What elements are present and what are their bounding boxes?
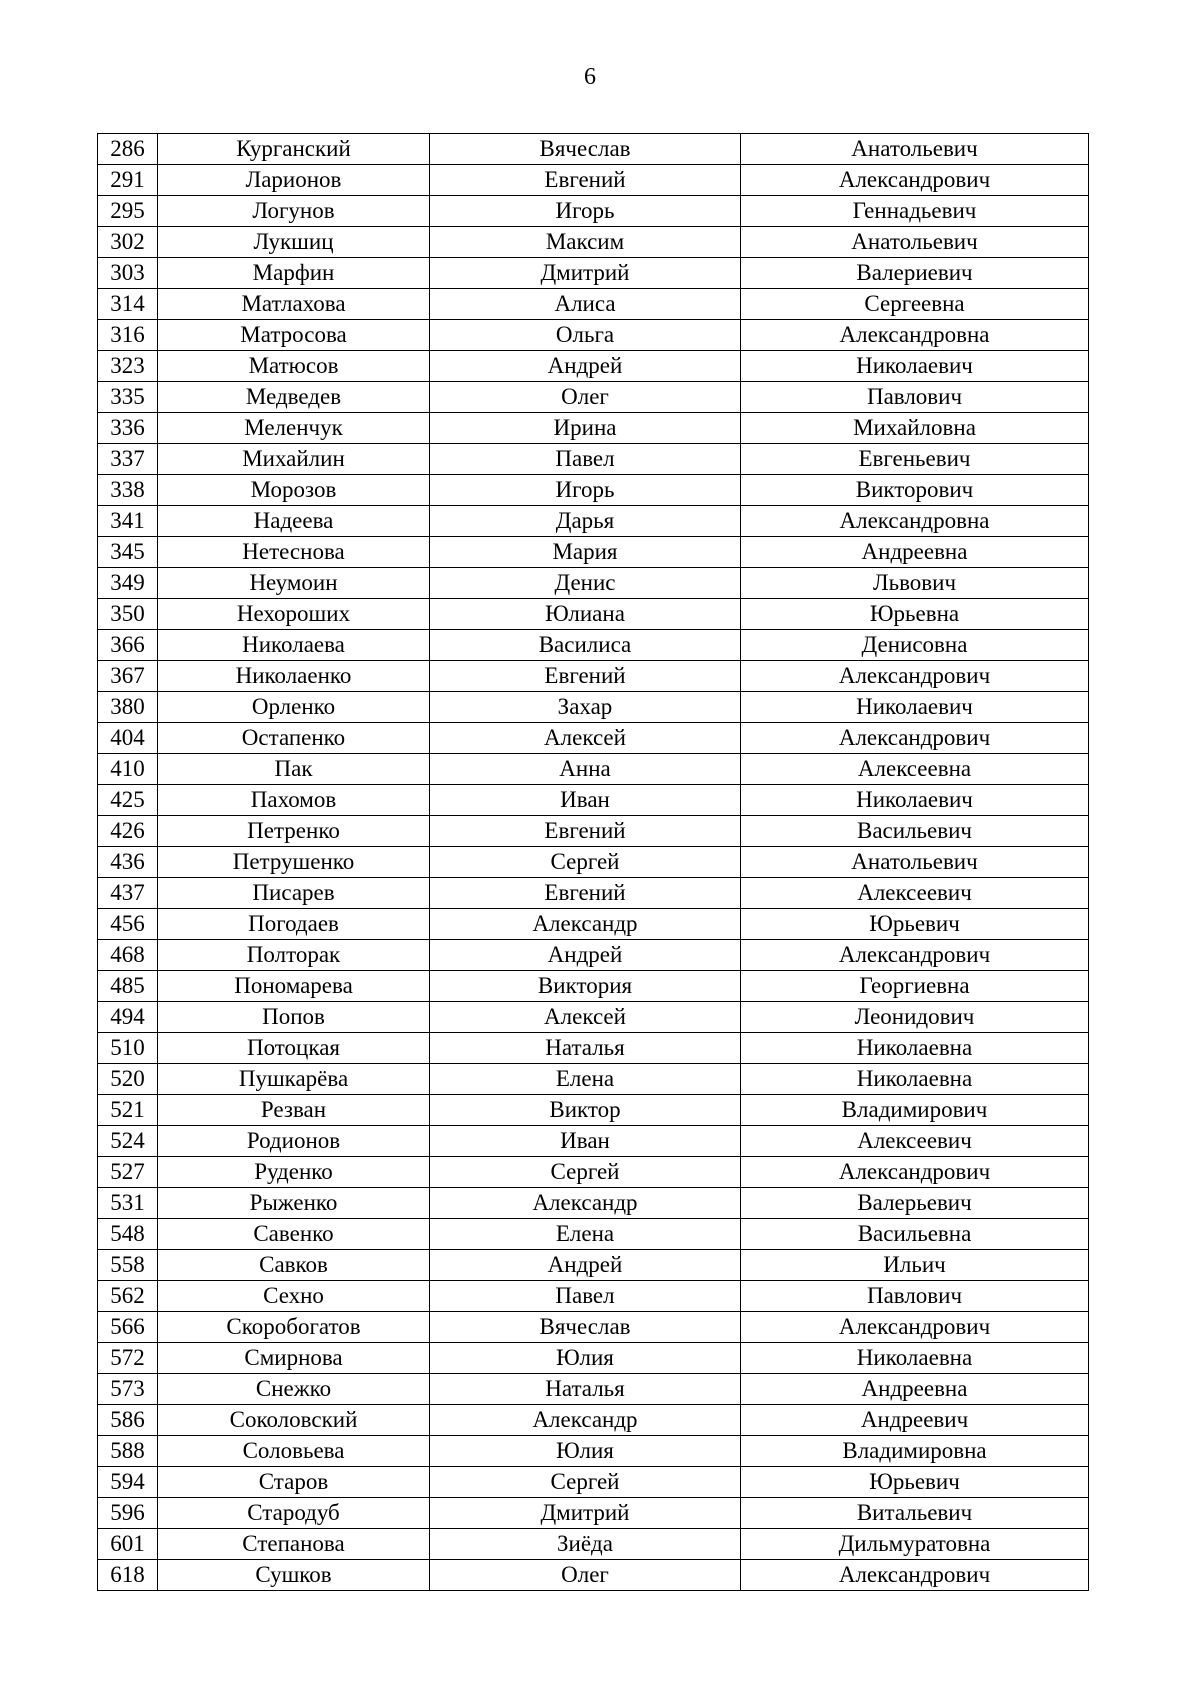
table-row	[98, 1033, 1089, 1064]
patronymic-cell: Павлович	[741, 382, 1089, 413]
row-number-cell: 468	[98, 940, 158, 971]
row-number-cell: 510	[98, 1033, 158, 1064]
patronymic-cell: Сергеевна	[741, 289, 1089, 320]
table-row	[98, 754, 1089, 785]
patronymic-cell: Николаевна	[741, 1343, 1089, 1374]
patronymic-cell: Владимировна	[741, 1436, 1089, 1467]
first-name-cell: Иван	[430, 1126, 741, 1157]
table-row	[98, 413, 1089, 444]
first-name-cell: Денис	[430, 568, 741, 599]
patronymic-cell: Анатольевич	[741, 227, 1089, 258]
patronymic-cell: Александрович	[741, 940, 1089, 971]
last-name-cell: Погодаев	[158, 909, 430, 940]
patronymic-cell: Александрович	[741, 1312, 1089, 1343]
row-number-cell: 323	[98, 351, 158, 382]
table-row	[98, 351, 1089, 382]
patronymic-cell: Денисовна	[741, 630, 1089, 661]
patronymic-cell: Леонидович	[741, 1002, 1089, 1033]
row-number-cell: 337	[98, 444, 158, 475]
patronymic-cell: Андреевич	[741, 1405, 1089, 1436]
first-name-cell: Алексей	[430, 723, 741, 754]
last-name-cell: Ларионов	[158, 165, 430, 196]
row-number-cell: 588	[98, 1436, 158, 1467]
last-name-cell: Матюсов	[158, 351, 430, 382]
table-row	[98, 1560, 1089, 1591]
row-number-cell: 437	[98, 878, 158, 909]
first-name-cell: Андрей	[430, 940, 741, 971]
last-name-cell: Резван	[158, 1095, 430, 1126]
table-row	[98, 1529, 1089, 1560]
row-number-cell: 527	[98, 1157, 158, 1188]
table-row	[98, 165, 1089, 196]
last-name-cell: Попов	[158, 1002, 430, 1033]
last-name-cell: Матросова	[158, 320, 430, 351]
first-name-cell: Мария	[430, 537, 741, 568]
last-name-cell: Петрушенко	[158, 847, 430, 878]
table-row	[98, 878, 1089, 909]
table-row	[98, 1436, 1089, 1467]
first-name-cell: Юлия	[430, 1343, 741, 1374]
patronymic-cell: Андреевна	[741, 537, 1089, 568]
row-number-cell: 596	[98, 1498, 158, 1529]
last-name-cell: Матлахова	[158, 289, 430, 320]
names-table	[97, 133, 1089, 1591]
row-number-cell: 566	[98, 1312, 158, 1343]
last-name-cell: Пак	[158, 754, 430, 785]
first-name-cell: Александр	[430, 909, 741, 940]
patronymic-cell: Алексеевна	[741, 754, 1089, 785]
patronymic-cell: Львович	[741, 568, 1089, 599]
table-row	[98, 692, 1089, 723]
patronymic-cell: Александрович	[741, 1157, 1089, 1188]
last-name-cell: Сехно	[158, 1281, 430, 1312]
row-number-cell: 302	[98, 227, 158, 258]
patronymic-cell: Васильевна	[741, 1219, 1089, 1250]
row-number-cell: 548	[98, 1219, 158, 1250]
row-number-cell: 425	[98, 785, 158, 816]
row-number-cell: 524	[98, 1126, 158, 1157]
table-row	[98, 1405, 1089, 1436]
row-number-cell: 286	[98, 134, 158, 165]
table-row	[98, 847, 1089, 878]
last-name-cell: Соколовский	[158, 1405, 430, 1436]
last-name-cell: Полторак	[158, 940, 430, 971]
patronymic-cell: Анатольевич	[741, 134, 1089, 165]
last-name-cell: Руденко	[158, 1157, 430, 1188]
first-name-cell: Максим	[430, 227, 741, 258]
first-name-cell: Иван	[430, 785, 741, 816]
first-name-cell: Дмитрий	[430, 1498, 741, 1529]
last-name-cell: Михайлин	[158, 444, 430, 475]
last-name-cell: Пахомов	[158, 785, 430, 816]
row-number-cell: 336	[98, 413, 158, 444]
patronymic-cell: Георгиевна	[741, 971, 1089, 1002]
row-number-cell: 316	[98, 320, 158, 351]
last-name-cell: Надеева	[158, 506, 430, 537]
first-name-cell: Александр	[430, 1405, 741, 1436]
row-number-cell: 404	[98, 723, 158, 754]
first-name-cell: Олег	[430, 382, 741, 413]
table-row	[98, 816, 1089, 847]
first-name-cell: Василиса	[430, 630, 741, 661]
table-row	[98, 134, 1089, 165]
patronymic-cell: Евгеньевич	[741, 444, 1089, 475]
first-name-cell: Елена	[430, 1064, 741, 1095]
page-number: 6	[584, 64, 596, 90]
table-row	[98, 1157, 1089, 1188]
first-name-cell: Анна	[430, 754, 741, 785]
table-row	[98, 599, 1089, 630]
patronymic-cell: Александрович	[741, 165, 1089, 196]
table-row	[98, 227, 1089, 258]
last-name-cell: Медведев	[158, 382, 430, 413]
last-name-cell: Старов	[158, 1467, 430, 1498]
row-number-cell: 601	[98, 1529, 158, 1560]
table-row	[98, 568, 1089, 599]
row-number-cell: 349	[98, 568, 158, 599]
row-number-cell: 303	[98, 258, 158, 289]
last-name-cell: Савенко	[158, 1219, 430, 1250]
row-number-cell: 291	[98, 165, 158, 196]
row-number-cell: 436	[98, 847, 158, 878]
row-number-cell: 558	[98, 1250, 158, 1281]
last-name-cell: Курганский	[158, 134, 430, 165]
patronymic-cell: Андреевна	[741, 1374, 1089, 1405]
first-name-cell: Ирина	[430, 413, 741, 444]
last-name-cell: Сушков	[158, 1560, 430, 1591]
row-number-cell: 426	[98, 816, 158, 847]
row-number-cell: 350	[98, 599, 158, 630]
row-number-cell: 380	[98, 692, 158, 723]
first-name-cell: Игорь	[430, 475, 741, 506]
patronymic-cell: Николаевич	[741, 785, 1089, 816]
patronymic-cell: Ильич	[741, 1250, 1089, 1281]
row-number-cell: 295	[98, 196, 158, 227]
last-name-cell: Смирнова	[158, 1343, 430, 1374]
row-number-cell: 521	[98, 1095, 158, 1126]
row-number-cell: 456	[98, 909, 158, 940]
first-name-cell: Елена	[430, 1219, 741, 1250]
last-name-cell: Пономарева	[158, 971, 430, 1002]
patronymic-cell: Геннадьевич	[741, 196, 1089, 227]
first-name-cell: Евгений	[430, 816, 741, 847]
table-row	[98, 1188, 1089, 1219]
table-row	[98, 1064, 1089, 1095]
row-number-cell: 618	[98, 1560, 158, 1591]
first-name-cell: Сергей	[430, 1467, 741, 1498]
last-name-cell: Степанова	[158, 1529, 430, 1560]
patronymic-cell: Валерьевич	[741, 1188, 1089, 1219]
table-row	[98, 196, 1089, 227]
last-name-cell: Нетеснова	[158, 537, 430, 568]
first-name-cell: Андрей	[430, 1250, 741, 1281]
last-name-cell: Марфин	[158, 258, 430, 289]
row-number-cell: 572	[98, 1343, 158, 1374]
patronymic-cell: Витальевич	[741, 1498, 1089, 1529]
first-name-cell: Захар	[430, 692, 741, 723]
last-name-cell: Неумоин	[158, 568, 430, 599]
patronymic-cell: Александрович	[741, 723, 1089, 754]
patronymic-cell: Александрович	[741, 1560, 1089, 1591]
patronymic-cell: Анатольевич	[741, 847, 1089, 878]
row-number-cell: 410	[98, 754, 158, 785]
table-row	[98, 1312, 1089, 1343]
first-name-cell: Евгений	[430, 661, 741, 692]
table-row	[98, 1095, 1089, 1126]
table-row	[98, 723, 1089, 754]
first-name-cell: Вячеслав	[430, 134, 741, 165]
last-name-cell: Николаенко	[158, 661, 430, 692]
patronymic-cell: Николаевич	[741, 692, 1089, 723]
row-number-cell: 594	[98, 1467, 158, 1498]
patronymic-cell: Николаевич	[741, 351, 1089, 382]
last-name-cell: Морозов	[158, 475, 430, 506]
patronymic-cell: Валериевич	[741, 258, 1089, 289]
table-row	[98, 1126, 1089, 1157]
first-name-cell: Юлиана	[430, 599, 741, 630]
patronymic-cell: Александрович	[741, 661, 1089, 692]
patronymic-cell: Васильевич	[741, 816, 1089, 847]
table-row	[98, 1343, 1089, 1374]
last-name-cell: Рыженко	[158, 1188, 430, 1219]
table-row	[98, 506, 1089, 537]
row-number-cell: 520	[98, 1064, 158, 1095]
table-row	[98, 1219, 1089, 1250]
first-name-cell: Виктор	[430, 1095, 741, 1126]
row-number-cell: 341	[98, 506, 158, 537]
row-number-cell: 314	[98, 289, 158, 320]
patronymic-cell: Юрьевич	[741, 909, 1089, 940]
first-name-cell: Ольга	[430, 320, 741, 351]
last-name-cell: Снежко	[158, 1374, 430, 1405]
patronymic-cell: Юрьевич	[741, 1467, 1089, 1498]
row-number-cell: 531	[98, 1188, 158, 1219]
first-name-cell: Павел	[430, 1281, 741, 1312]
row-number-cell: 345	[98, 537, 158, 568]
table-row	[98, 444, 1089, 475]
first-name-cell: Павел	[430, 444, 741, 475]
last-name-cell: Остапенко	[158, 723, 430, 754]
last-name-cell: Петренко	[158, 816, 430, 847]
row-number-cell: 338	[98, 475, 158, 506]
table-row	[98, 785, 1089, 816]
last-name-cell: Пушкарёва	[158, 1064, 430, 1095]
row-number-cell: 485	[98, 971, 158, 1002]
patronymic-cell: Викторович	[741, 475, 1089, 506]
last-name-cell: Меленчук	[158, 413, 430, 444]
patronymic-cell: Николаевна	[741, 1033, 1089, 1064]
last-name-cell: Потоцкая	[158, 1033, 430, 1064]
patronymic-cell: Александровна	[741, 506, 1089, 537]
table-row	[98, 1467, 1089, 1498]
patronymic-cell: Алексеевич	[741, 1126, 1089, 1157]
table-row	[98, 1498, 1089, 1529]
patronymic-cell: Юрьевна	[741, 599, 1089, 630]
last-name-cell: Логунов	[158, 196, 430, 227]
first-name-cell: Юлия	[430, 1436, 741, 1467]
first-name-cell: Андрей	[430, 351, 741, 382]
patronymic-cell: Алексеевич	[741, 878, 1089, 909]
table-row	[98, 475, 1089, 506]
row-number-cell: 494	[98, 1002, 158, 1033]
last-name-cell: Писарев	[158, 878, 430, 909]
first-name-cell: Алиса	[430, 289, 741, 320]
names-table-body	[98, 134, 1089, 1591]
first-name-cell: Сергей	[430, 1157, 741, 1188]
row-number-cell: 367	[98, 661, 158, 692]
last-name-cell: Стародуб	[158, 1498, 430, 1529]
table-row	[98, 630, 1089, 661]
patronymic-cell: Александровна	[741, 320, 1089, 351]
first-name-cell: Александр	[430, 1188, 741, 1219]
row-number-cell: 562	[98, 1281, 158, 1312]
table-row	[98, 909, 1089, 940]
table-row	[98, 1281, 1089, 1312]
row-number-cell: 573	[98, 1374, 158, 1405]
last-name-cell: Орленко	[158, 692, 430, 723]
last-name-cell: Нехороших	[158, 599, 430, 630]
patronymic-cell: Михайловна	[741, 413, 1089, 444]
first-name-cell: Олег	[430, 1560, 741, 1591]
table-row	[98, 320, 1089, 351]
first-name-cell: Вячеслав	[430, 1312, 741, 1343]
table-row	[98, 940, 1089, 971]
table-row	[98, 537, 1089, 568]
first-name-cell: Наталья	[430, 1374, 741, 1405]
last-name-cell: Лукшиц	[158, 227, 430, 258]
first-name-cell: Виктория	[430, 971, 741, 1002]
patronymic-cell: Павлович	[741, 1281, 1089, 1312]
last-name-cell: Николаева	[158, 630, 430, 661]
patronymic-cell: Николаевна	[741, 1064, 1089, 1095]
first-name-cell: Евгений	[430, 878, 741, 909]
first-name-cell: Сергей	[430, 847, 741, 878]
last-name-cell: Савков	[158, 1250, 430, 1281]
table-row	[98, 258, 1089, 289]
first-name-cell: Дарья	[430, 506, 741, 537]
first-name-cell: Дмитрий	[430, 258, 741, 289]
table-row	[98, 289, 1089, 320]
table-row	[98, 661, 1089, 692]
last-name-cell: Соловьева	[158, 1436, 430, 1467]
table-row	[98, 1002, 1089, 1033]
table-row	[98, 382, 1089, 413]
first-name-cell: Алексей	[430, 1002, 741, 1033]
table-row	[98, 1250, 1089, 1281]
patronymic-cell: Дильмуратовна	[741, 1529, 1089, 1560]
table-row	[98, 1374, 1089, 1405]
table-row	[98, 971, 1089, 1002]
first-name-cell: Евгений	[430, 165, 741, 196]
last-name-cell: Скоробогатов	[158, 1312, 430, 1343]
row-number-cell: 586	[98, 1405, 158, 1436]
last-name-cell: Родионов	[158, 1126, 430, 1157]
patronymic-cell: Владимирович	[741, 1095, 1089, 1126]
first-name-cell: Зиёда	[430, 1529, 741, 1560]
first-name-cell: Игорь	[430, 196, 741, 227]
row-number-cell: 366	[98, 630, 158, 661]
first-name-cell: Наталья	[430, 1033, 741, 1064]
row-number-cell: 335	[98, 382, 158, 413]
